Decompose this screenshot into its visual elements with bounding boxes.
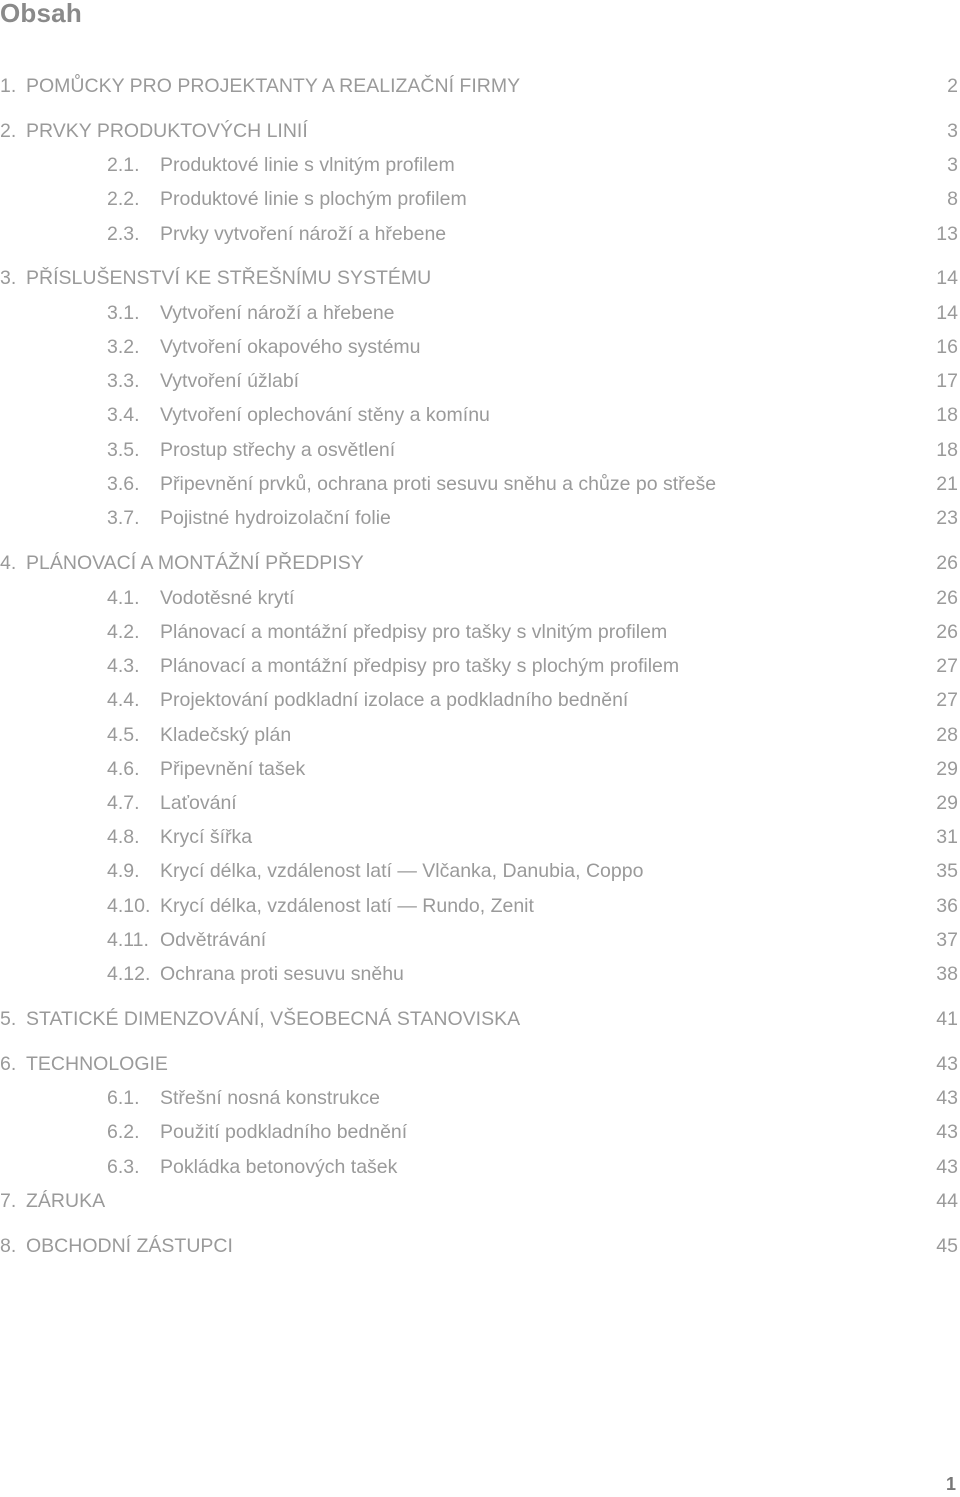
toc-number: 3. xyxy=(0,267,17,289)
toc-subsection[interactable] xyxy=(0,1153,960,1181)
toc-number: 3.1. xyxy=(107,302,140,324)
toc-title: ZÁRUKA xyxy=(26,1190,106,1212)
toc-number: 4.2. xyxy=(107,621,140,643)
toc-title: Krycí délka, vzdálenost latí — Rundo, Zenit xyxy=(160,895,534,917)
toc-page-number: 44 xyxy=(936,1190,958,1212)
toc-page-number: 27 xyxy=(936,655,958,677)
toc-subsection[interactable] xyxy=(0,367,960,395)
toc-section[interactable] xyxy=(0,1050,960,1078)
toc-title: Připevnění prvků, ochrana proti sesuvu sněhu a chůze po střeše xyxy=(160,473,717,495)
toc-number: 5. xyxy=(0,1008,17,1030)
toc-title: Plánovací a montážní předpisy pro tašky s plochým profilem xyxy=(160,655,680,677)
toc-page-number: 2 xyxy=(947,75,958,97)
toc-section[interactable] xyxy=(0,1187,960,1215)
toc-page-number: 18 xyxy=(936,404,958,426)
toc-page-number: 29 xyxy=(936,792,958,814)
toc-subsection[interactable] xyxy=(0,755,960,783)
toc-number: 6. xyxy=(0,1053,17,1075)
toc-page-number: 14 xyxy=(936,302,958,324)
toc-title: Vytvoření úžlabí xyxy=(160,370,300,392)
toc-page-number: 37 xyxy=(936,929,958,951)
toc-page-number: 23 xyxy=(936,507,958,529)
toc-number: 4.3. xyxy=(107,655,140,677)
toc-subsection[interactable] xyxy=(0,1084,960,1112)
toc-title: Vytvoření nároží a hřebene xyxy=(160,302,395,324)
toc-number: 2.1. xyxy=(107,154,140,176)
toc-subsection[interactable] xyxy=(0,857,960,885)
toc-subsection[interactable] xyxy=(0,185,960,213)
toc-page-number: 8 xyxy=(947,188,958,210)
toc-number: 3.6. xyxy=(107,473,140,495)
toc-title: Střešní nosná konstrukce xyxy=(160,1087,381,1109)
toc-subsection[interactable] xyxy=(0,299,960,327)
toc-page-number: 17 xyxy=(936,370,958,392)
toc-title: PŘÍSLUŠENSTVÍ KE STŘEŠNÍMU SYSTÉMU xyxy=(26,267,432,289)
toc-title: Pojistné hydroizolační folie xyxy=(160,507,391,529)
toc-subsection[interactable] xyxy=(0,686,960,714)
toc-page-number: 13 xyxy=(936,223,958,245)
toc-title: Kladečský plán xyxy=(160,724,292,746)
toc-page-number: 16 xyxy=(936,336,958,358)
toc-number: 4.9. xyxy=(107,860,140,882)
toc-title: Použití podkladního bednění xyxy=(160,1121,408,1143)
toc-number: 6.3. xyxy=(107,1156,140,1178)
toc-number: 4.4. xyxy=(107,689,140,711)
toc-title: Laťování xyxy=(160,792,237,814)
toc-title: Krycí šířka xyxy=(160,826,253,848)
toc-page-number: 14 xyxy=(936,267,958,289)
toc-number: 4.1. xyxy=(107,587,140,609)
toc-section[interactable] xyxy=(0,117,960,145)
toc-page-number: 38 xyxy=(936,963,958,985)
toc-subsection[interactable] xyxy=(0,151,960,179)
page-title: Obsah xyxy=(0,0,82,28)
toc-page-number: 43 xyxy=(936,1087,958,1109)
toc-subsection[interactable] xyxy=(0,960,960,988)
toc-subsection[interactable] xyxy=(0,892,960,920)
toc-number: 4.12. xyxy=(107,963,151,985)
toc-title: Krycí délka, vzdálenost latí — Vlčanka, Danubia, Coppo xyxy=(160,860,644,882)
page-number: 1 xyxy=(945,1474,956,1494)
toc-number: 3.7. xyxy=(107,507,140,529)
toc-title: Vytvoření okapového systému xyxy=(160,336,421,358)
toc-number: 2.2. xyxy=(107,188,140,210)
toc-page-number: 26 xyxy=(936,552,958,574)
toc-title: PRVKY PRODUKTOVÝCH LINIÍ xyxy=(26,120,308,142)
toc-title: Prostup střechy a osvětlení xyxy=(160,439,396,461)
toc-page-number: 43 xyxy=(936,1053,958,1075)
toc-subsection[interactable] xyxy=(0,504,960,532)
toc-number: 2.3. xyxy=(107,223,140,245)
toc-subsection[interactable] xyxy=(0,618,960,646)
toc-subsection[interactable] xyxy=(0,789,960,817)
toc-subsection[interactable] xyxy=(0,721,960,749)
toc-title: STATICKÉ DIMENZOVÁNÍ, VŠEOBECNÁ STANOVISKA xyxy=(26,1008,521,1030)
toc-page-number: 21 xyxy=(936,473,958,495)
toc-section[interactable] xyxy=(0,1232,960,1260)
toc-section[interactable] xyxy=(0,72,960,100)
toc-page-number: 18 xyxy=(936,439,958,461)
toc-number: 4.10. xyxy=(107,895,151,917)
toc-title: Vytvoření oplechování stěny a komínu xyxy=(160,404,490,426)
toc-title: Vodotěsné krytí xyxy=(160,587,295,609)
toc-number: 1. xyxy=(0,75,17,97)
toc-number: 6.1. xyxy=(107,1087,140,1109)
toc-subsection[interactable] xyxy=(0,333,960,361)
toc-number: 4. xyxy=(0,552,17,574)
toc-page-number: 26 xyxy=(936,587,958,609)
toc-number: 4.6. xyxy=(107,758,140,780)
toc-number: 4.8. xyxy=(107,826,140,848)
toc-subsection[interactable] xyxy=(0,1118,960,1146)
toc-page-number: 45 xyxy=(936,1235,958,1257)
toc-page-number: 3 xyxy=(947,120,958,142)
toc-section[interactable] xyxy=(0,549,960,577)
toc-subsection[interactable] xyxy=(0,584,960,612)
toc-number: 3.2. xyxy=(107,336,140,358)
toc-title: TECHNOLOGIE xyxy=(26,1053,168,1075)
toc-title: OBCHODNÍ ZÁSTUPCI xyxy=(26,1235,233,1257)
toc-page-number: 28 xyxy=(936,724,958,746)
toc-subsection[interactable] xyxy=(0,436,960,464)
toc-subsection[interactable] xyxy=(0,652,960,680)
toc-title: Produktové linie s plochým profilem xyxy=(160,188,467,210)
toc-number: 6.2. xyxy=(107,1121,140,1143)
toc-page-number: 43 xyxy=(936,1156,958,1178)
toc-title: Produktové linie s vlnitým profilem xyxy=(160,154,455,176)
toc-subsection[interactable] xyxy=(0,823,960,851)
toc-subsection[interactable] xyxy=(0,926,960,954)
toc-page-number: 36 xyxy=(936,895,958,917)
toc-number: 4.11. xyxy=(107,929,149,951)
toc-page-number: 43 xyxy=(936,1121,958,1143)
toc-page-number: 41 xyxy=(936,1008,958,1030)
toc-title: Plánovací a montážní předpisy pro tašky s vlnitým profilem xyxy=(160,621,668,643)
toc-number: 7. xyxy=(0,1190,17,1212)
toc-number: 3.4. xyxy=(107,404,140,426)
toc-number: 4.7. xyxy=(107,792,140,814)
toc-number: 2. xyxy=(0,120,17,142)
toc-page-number: 35 xyxy=(936,860,958,882)
toc-number: 8. xyxy=(0,1235,17,1257)
toc-subsection[interactable] xyxy=(0,401,960,429)
toc-title: Odvětrávání xyxy=(160,929,267,951)
toc-title: Ochrana proti sesuvu sněhu xyxy=(160,963,404,985)
toc-page-number: 27 xyxy=(936,689,958,711)
toc-title: POMŮCKY PRO PROJEKTANTY A REALIZAČNÍ FIRMY xyxy=(26,75,521,97)
toc-title: PLÁNOVACÍ A MONTÁŽNÍ PŘEDPISY xyxy=(26,552,364,574)
toc-subsection[interactable] xyxy=(0,220,960,248)
toc-page-number: 3 xyxy=(947,154,958,176)
toc-page-number: 26 xyxy=(936,621,958,643)
toc-page-number: 29 xyxy=(936,758,958,780)
toc-section[interactable] xyxy=(0,264,960,292)
toc-section[interactable] xyxy=(0,1005,960,1033)
toc-title: Pokládka betonových tašek xyxy=(160,1156,398,1178)
toc-number: 3.3. xyxy=(107,370,140,392)
toc-subsection[interactable] xyxy=(0,470,960,498)
toc-page-number: 31 xyxy=(936,826,958,848)
toc-number: 4.5. xyxy=(107,724,140,746)
toc-number: 3.5. xyxy=(107,439,140,461)
toc-title: Prvky vytvoření nároží a hřebene xyxy=(160,223,447,245)
toc-title: Připevnění tašek xyxy=(160,758,306,780)
toc-title: Projektování podkladní izolace a podkladního bednění xyxy=(160,689,629,711)
